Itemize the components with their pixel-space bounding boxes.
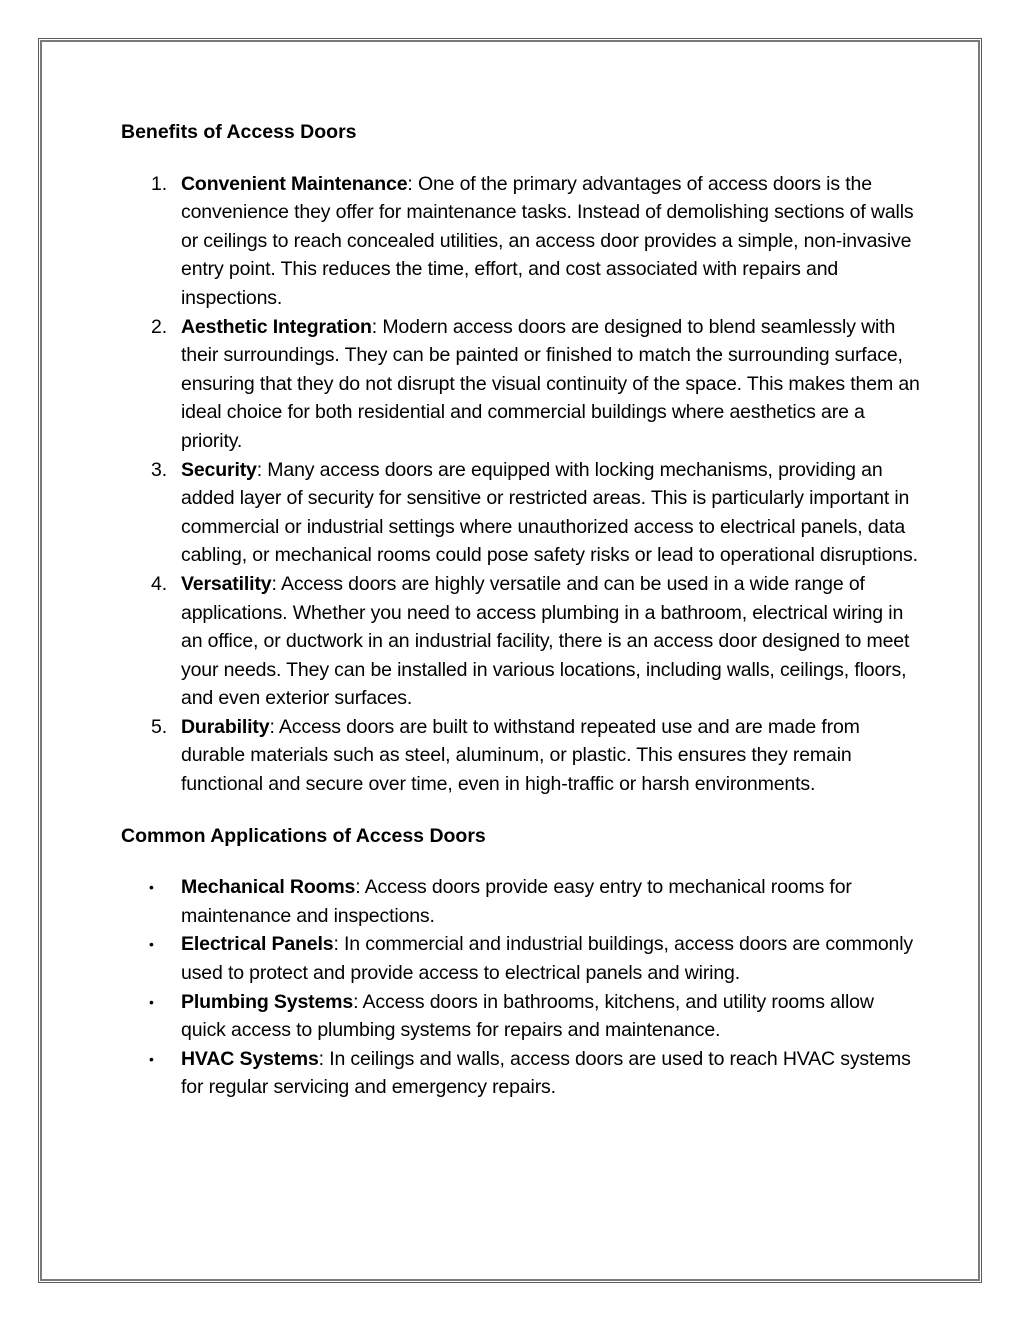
benefit-term: Security: [181, 458, 257, 481]
benefit-text: : Many access doors are equipped with locking mechanisms, providing an added layer of security for sensitive or restricted areas. This is particularly important in commercial or industrial settings where unauthorized access to electrical panels, data cabling, or mechanical rooms could pose safety risks or lead to operational disruptions.: [181, 458, 918, 567]
list-number: 5.: [151, 715, 167, 738]
application-term: Mechanical Rooms: [181, 876, 356, 899]
application-item-hvac-systems: [121, 1045, 921, 1102]
application-item-mechanical-rooms: [121, 873, 921, 930]
application-term: Plumbing Systems: [181, 990, 354, 1013]
benefit-item-durability: [121, 713, 921, 799]
benefit-item-convenient-maintenance: [121, 170, 921, 313]
benefits-list: [121, 170, 921, 799]
document-body: [121, 118, 921, 1102]
application-text: : In ceilings and walls, access doors are used to reach HVAC systems for regular servicing and emergency repairs.: [181, 1047, 911, 1099]
bullet-icon: •: [149, 936, 154, 953]
list-number: 4.: [151, 572, 167, 595]
benefit-term: Aesthetic Integration: [181, 315, 372, 338]
application-text: : Access doors in bathrooms, kitchens, and utility rooms allow quick access to plumbing systems for repairs and maintenance.: [181, 990, 874, 1042]
benefit-item-security: [121, 456, 921, 570]
benefit-item-aesthetic-integration: [121, 313, 921, 456]
applications-heading: Common Applications of Access Doors: [121, 824, 486, 847]
benefit-term: Durability: [181, 715, 270, 738]
benefit-text: : Access doors are highly versatile and can be used in a wide range of applications. Whether you need to access plumbing in a bathroom, electrical wiring in an office, or ductwork in an industrial facility, there is an access door designed to meet your needs. They can be installed in various locations, including walls, ceilings, floors, and even exterior surfaces.: [181, 572, 910, 710]
applications-list: [121, 873, 921, 1102]
benefit-text: : Modern access doors are designed to blend seamlessly with their surroundings. They can be painted or finished to match the surrounding surface, ensuring that they do not disrupt the visual continuity of the space. This makes them an ideal choice for both residential and commercial buildings where aesthetics are a priority.: [181, 315, 920, 452]
bullet-icon: •: [149, 879, 154, 896]
bullet-icon: •: [149, 993, 154, 1010]
application-text: : Access doors provide easy entry to mechanical rooms for maintenance and inspections.: [181, 876, 852, 927]
application-text: : In commercial and industrial buildings, access doors are commonly used to protect and provide access to electrical panels and wiring.: [181, 933, 914, 985]
list-number: 1.: [151, 172, 167, 195]
benefit-term: Convenient Maintenance: [181, 172, 408, 195]
benefit-text: : One of the primary advantages of access doors is the convenience they offer for maintenance tasks. Instead of demolishing sections of walls or ceilings to reach concealed utilities, an access door provides a simple, non-invasive entry point. This reduces the time, effort, and cost associated with repairs and inspections.: [181, 172, 914, 309]
list-number: 3.: [151, 458, 167, 481]
application-term: HVAC Systems: [181, 1047, 319, 1070]
application-item-plumbing-systems: [121, 988, 921, 1045]
benefits-heading: Benefits of Access Doors: [121, 121, 357, 143]
application-item-electrical-panels: [121, 930, 921, 987]
benefit-text: : Access doors are built to withstand repeated use and are made from durable materials such as steel, aluminum, or plastic. This ensures they remain functional and secure over time, even in high-traffic or harsh environments.: [181, 715, 860, 796]
bullet-icon: •: [149, 1050, 154, 1067]
benefit-item-versatility: [121, 570, 921, 713]
application-term: Electrical Panels: [181, 933, 334, 956]
list-number: 2.: [151, 315, 167, 338]
benefit-term: Versatility: [181, 572, 272, 595]
